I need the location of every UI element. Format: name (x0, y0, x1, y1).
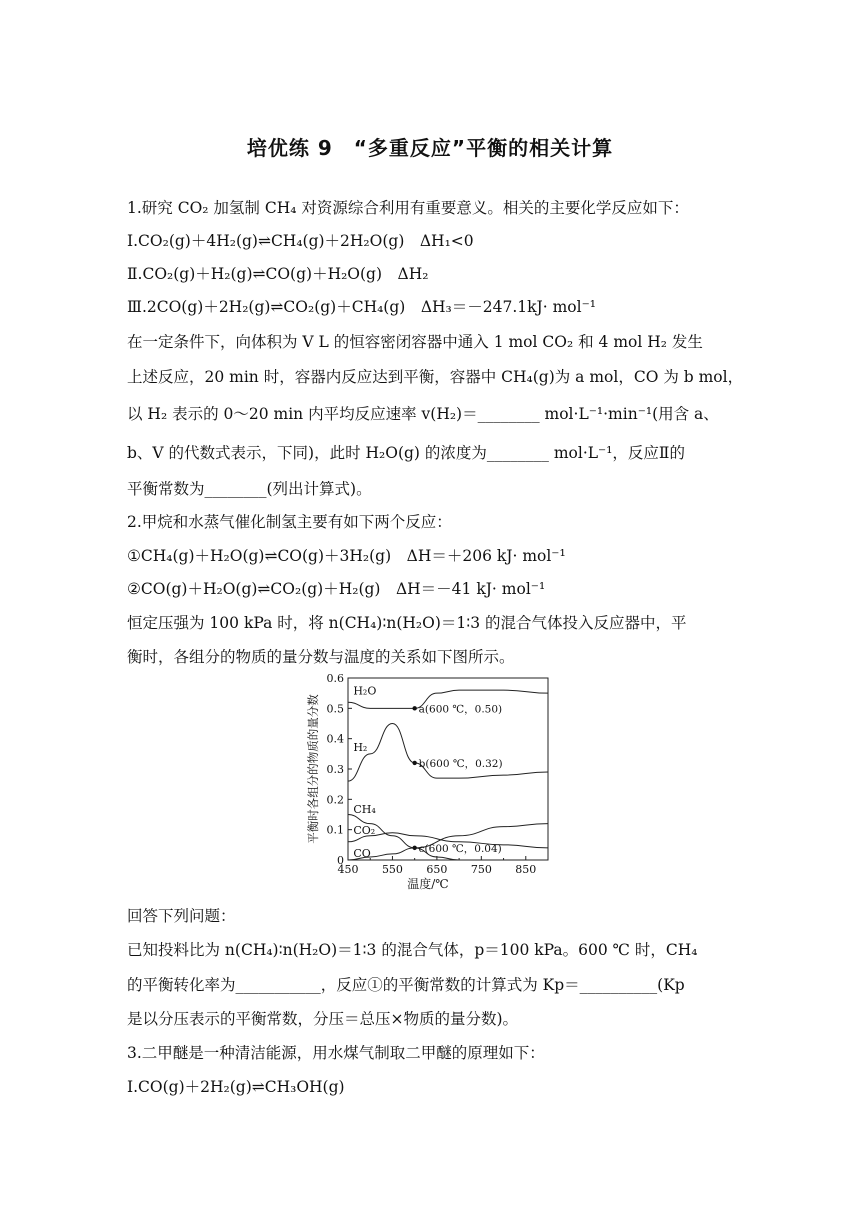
y-tick-label: 0.3 (326, 763, 344, 776)
annotation-point (412, 761, 416, 765)
x-tick-label: 550 (381, 863, 403, 876)
annotation-point (412, 846, 416, 850)
x-tick-label: 850 (515, 863, 537, 876)
x-tick-label: 450 (337, 863, 359, 876)
text-line: 回答下列问题： (127, 907, 236, 925)
text-line: ②CO(g)＋H₂O(g)⇌CO₂(g)＋H₂(g) ΔH＝－41 kJ· mol⁻¹ (127, 580, 546, 598)
annotation-label: c(600 ℃，0.04) (418, 842, 502, 855)
y-tick-label: 0.6 (326, 672, 344, 685)
y-tick-label: 0 (337, 854, 344, 867)
series-label: CO₂ (353, 824, 376, 838)
annotation-label: b(600 ℃，0.32) (418, 757, 503, 770)
series-label: CO (353, 846, 371, 860)
text-line: 已知投料比为 n(CH₄)∶n(H₂O)＝1∶3 的混合气体，p＝100 kPa。600 ℃ 时，CH₄ (127, 941, 698, 959)
y-tick-label: 0.4 (326, 732, 344, 746)
y-tick-label: 0.1 (326, 823, 344, 837)
series-line (348, 724, 548, 782)
x-tick-label: 750 (470, 863, 492, 876)
text-line: b、V 的代数式表示，下同)，此时 H₂O(g) 的浓度为________ mol·L⁻¹，反应Ⅱ的 (127, 444, 685, 462)
y-tick-label: 0.2 (326, 793, 344, 807)
text-line: 的平衡转化率为___________，反应①的平衡常数的计算式为 Kp＝__________(Kp (127, 976, 685, 994)
text-line: ①CH₄(g)＋H₂O(g)⇌CO(g)＋3H₂(g) ΔH＝＋206 kJ· mol⁻¹ (127, 547, 566, 565)
text-line: Ⅱ.CO₂(g)＋H₂(g)⇌CO(g)＋H₂O(g) ΔH₂ (127, 265, 429, 283)
text-line: 平衡常数为________(列出计算式)。 (127, 480, 372, 498)
text-line: Ⅰ.CO(g)＋2H₂(g)⇌CH₃OH(g) (127, 1078, 345, 1096)
chart-svg (300, 670, 560, 898)
text-line: 衡时，各组分的物质的量分数与温度的关系如下图所示。 (127, 648, 515, 666)
text-line: Ⅲ.2CO(g)＋2H₂(g)⇌CO₂(g)＋CH₄(g) ΔH₃＝－247.1kJ· mol⁻¹ (127, 298, 596, 316)
annotation-label: a(600 ℃，0.50) (418, 703, 503, 716)
annotation-point (412, 706, 416, 710)
series-label: H₂ (353, 740, 368, 754)
text-line: 在一定条件下，向体积为 V L 的恒容密闭容器中通入 1 mol CO₂ 和 4 mol H₂ 发生 (127, 333, 703, 351)
text-line: 3.二甲醚是一种清洁能源，用水煤气制取二甲醚的原理如下： (127, 1044, 545, 1062)
x-tick-label: 650 (426, 863, 448, 876)
series-label: CH₄ (353, 802, 376, 816)
equilibrium-chart (300, 670, 560, 898)
text-line: Ⅰ.CO₂(g)＋4H₂(g)⇌CH₄(g)＋2H₂O(g) ΔH₁<0 (127, 232, 474, 250)
y-axis-label: 平衡时各组分的物质的量分数 (306, 694, 320, 844)
text-line: 以 H₂ 表示的 0～20 min 内平均反应速率 v(H₂)＝________ mol·L⁻¹·min⁻¹(用含 a、 (127, 405, 719, 423)
text-line: 恒定压强为 100 kPa 时，将 n(CH₄)∶n(H₂O)＝1∶3 的混合气体投入反应器中，平 (127, 614, 687, 632)
series-label: H₂O (353, 684, 377, 698)
text-line: 1.研究 CO₂ 加氢制 CH₄ 对资源综合利用有重要意义。相关的主要化学反应如下： (127, 199, 689, 217)
text-line: 2.甲烷和水蒸气催化制氢主要有如下两个反应： (127, 513, 452, 531)
text-line: 是以分压表示的平衡常数，分压＝总压×物质的量分数)。 (127, 1010, 519, 1028)
y-tick-label: 0.5 (326, 702, 344, 716)
x-axis-label: 温度/℃ (407, 877, 449, 891)
page-title: 培优练 9 “多重反应”平衡的相关计算 (246, 136, 614, 160)
text-line: 上述反应，20 min 时，容器内反应达到平衡，容器中 CH₄(g)为 a mol，CO 为 b mol， (127, 368, 744, 386)
